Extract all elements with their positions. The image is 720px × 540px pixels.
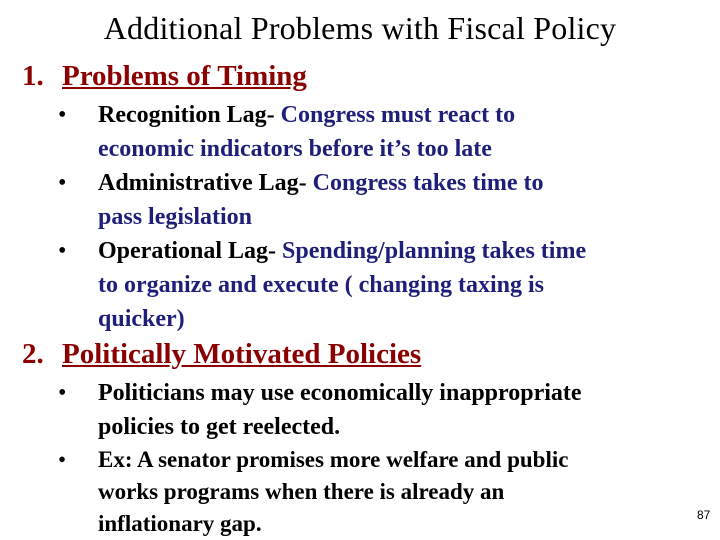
bullet-text-line: Spending/planning takes time	[276, 238, 587, 264]
bullet-example	[58, 444, 718, 540]
bullet-lead: Recognition Lag-	[98, 102, 275, 128]
section-2-number: 2.	[22, 338, 44, 370]
page-number: 87	[697, 508, 711, 522]
section-1-heading-text: Problems of Timing	[62, 60, 307, 92]
section-1-number: 1.	[22, 60, 44, 92]
section-1-heading	[22, 60, 307, 93]
bullet-dot: •	[58, 447, 67, 472]
bullet-text-line: inflationary gap.	[98, 511, 262, 536]
bullet-text-line: quicker)	[98, 306, 185, 332]
bullet-text-line: Ex: A senator promises more welfare and public	[98, 447, 569, 472]
bullet-text-line: Politicians may use economically inappropriate	[98, 380, 582, 406]
bullet-dot: •	[58, 170, 67, 196]
bullet-dot: •	[58, 238, 67, 264]
bullet-text-line: works programs when there is already an	[98, 479, 505, 504]
bullet-lead: Operational Lag-	[98, 238, 276, 264]
slide-title: Additional Problems with Fiscal Policy	[103, 10, 617, 46]
bullet-text-line: economic indicators before it’s too late	[98, 136, 492, 162]
bullet-text-line: policies to get reelected.	[98, 414, 341, 440]
bullet-text-line: Congress takes time to	[306, 170, 544, 196]
bullet-text-line: to organize and execute ( changing taxing is	[98, 272, 544, 298]
bullet-recognition-lag	[58, 98, 718, 166]
bullet-lead: Administrative Lag-	[98, 170, 307, 196]
section-2-heading-text: Politically Motivated Policies	[62, 338, 422, 370]
bullet-dot: •	[58, 380, 67, 406]
bullet-operational-lag	[58, 234, 718, 336]
bullet-text-line: pass legislation	[98, 204, 253, 230]
bullet-text-line: Congress must react to	[274, 102, 516, 128]
bullet-dot: •	[58, 102, 67, 128]
bullet-politicians	[58, 376, 718, 444]
bullet-administrative-lag	[58, 166, 718, 234]
section-2-heading	[22, 338, 421, 371]
